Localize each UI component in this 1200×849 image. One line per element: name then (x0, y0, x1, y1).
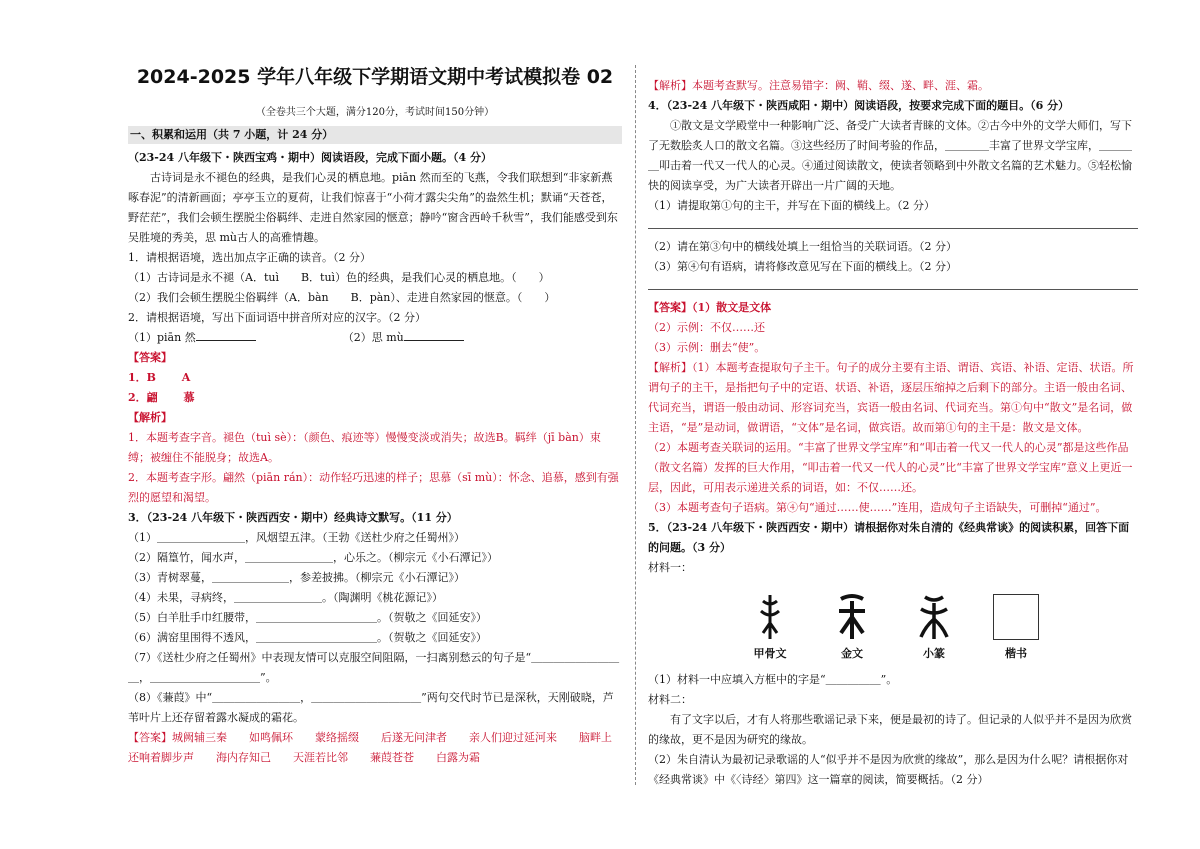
item-b: （2）思 mù (342, 331, 404, 344)
question-1-2: 2．请根据语境，写出下面词语中拼音所对应的汉字。（2 分） (128, 311, 426, 324)
question-3-heading: 3．（23-24 八年级下・陕西西安・期中）经典诗文默写。（11 分） (128, 511, 458, 524)
analysis-label: 【解析】 (128, 411, 172, 424)
question-3-5: （5）白羊肚手巾红腰带，＿＿＿＿＿＿＿＿＿＿＿。（贺敬之《回延安》） (128, 611, 487, 624)
blank (196, 328, 256, 341)
question-3-2: （2）隔篁竹，闻水声，＿＿＿＿＿＿＿＿，心乐之。（柳宗元《小石潭记》） (128, 551, 498, 564)
question-3-3: （3）青树翠蔓，＿＿＿＿＿＿＿，参差披拂。（柳宗元《小石潭记》） (128, 571, 465, 584)
question-3-1: （1）＿＿＿＿＿＿＿＿，风烟望五津。（王勃《送杜少府之任蜀州》） (128, 531, 465, 544)
question-4-1: （1）请提取第①句的主干，并写在下面的横线上。（2 分） (648, 199, 935, 212)
oracle-glyph (741, 590, 799, 644)
char-oracle (741, 590, 799, 664)
analysis-4-2: （2）本题考查关联词的运用。“丰富了世界文学宝库”和“叩击着一代又一代人的心灵”都是这些作品（散文名篇）发挥的巨大作用，“叩击着一代又一代人的心灵”比“丰富了世界文学宝库”意义上更近一层，因此，可用表示递进关系的词语，如：不仅……还。 (648, 441, 1133, 494)
question-4-heading: 4．（23-24 八年级下・陕西咸阳・期中）阅读语段，按要求完成下面的题目。（6 分） (648, 99, 1070, 112)
char-regular (987, 590, 1045, 664)
column-divider (635, 65, 636, 785)
question-1-1: 1．请根据语境，选出加点字正确的读音。（2 分） (128, 251, 371, 264)
exam-info: （全卷共三个大题，满分120分，考试时间150分钟） (255, 107, 495, 118)
answer-tag: 【答案】 (648, 301, 692, 314)
answer-4-1: （1）散文是文体 (692, 301, 772, 314)
answer-1: 1．B A (128, 371, 191, 384)
analysis-2: 2．本题考查字形。翩然（piān rán）：动作轻巧迅速的样子；思慕（sī mù）：怀念、追慕，感到有强烈的愿望和渴望。 (128, 471, 619, 504)
answer-3: 【答案】城阙辅三秦 如鸣佩环 蒙络摇缀 后遂无问津者 亲人们迎过延河来 脑畔上还响着脚步声 海内存知己 天涯若比邻 蒹葭苍苍 白露为霜 (128, 731, 612, 764)
analysis-4-1: 【解析】（1）本题考查提取句子主干。句子的成分主要有主语、谓语、宾语、补语、定语、状语。所谓句子的主干，是指把句子中的定语、状语、补语，逐层压缩掉之后剩下的部分。主语一般由名词、代词充当，谓语一般由动词、形容词充当，宾语一般由名词、代词充当。第①句中“散文”是名词，做主语，“是”是动词，做谓语，“文体”是名词，做宾语。故而第①句的主干是：散文是文体。 (648, 361, 1134, 434)
question-1-1b: （2）我们会顿生摆脱尘俗羁绊（A．bàn B．pàn）、走进自然家园的惬意。（ ） (128, 291, 556, 304)
label-bronze: 金文 (841, 647, 863, 660)
label-seal: 小篆 (923, 647, 945, 660)
material-2-label: 材料二： (648, 693, 692, 706)
passage-4: ①散文是文学殿堂中一种影响广泛、备受广大读者青睐的文体。②古今中外的文学大师们，写下了无数脍炙人口的散文名篇。③这些经历了时间考验的作品，＿＿＿＿丰富了世界文学宝库，＿＿＿＿叩击着一代又一代人的心灵。④通过阅读散文，使读者领略到中外散文名篇的艺术魅力。⑤轻松愉快的阅读享受，为广大读者开辟出一片广阔的天地。 (648, 119, 1132, 192)
answer-line (648, 216, 1138, 229)
analysis-4-3: （3）本题考查句子语病。第④句“通过……使……”连用，造成句子主语缺失，可删掉“通过”。 (648, 501, 1107, 514)
material-1-label: 材料一： (648, 561, 692, 574)
label-regular: 楷书 (1005, 647, 1027, 660)
answer-label: 【答案】 (128, 351, 172, 364)
question-3-8: （8）《蒹葭》中“＿＿＿＿＿＿＿＿，＿＿＿＿＿＿＿＿＿＿”两句交代时节已是深秋，天刚破晓，芦苇叶片上还存留着露水凝成的霜花。 (128, 691, 614, 724)
question-5-heading: 5．（23-24 八年级下・陕西西安・期中）请根据你对朱自清的《经典常谈》的阅读积累，回答下面的问题。（3 分） (648, 521, 1130, 554)
seal-glyph (905, 590, 963, 644)
answer-4-2: （2）示例：不仅……还 (648, 321, 765, 334)
character-evolution (648, 590, 1138, 664)
label-oracle: 甲骨文 (753, 647, 787, 660)
question-3-6: （6）满窑里围得不透风，＿＿＿＿＿＿＿＿＿＿＿。（贺敬之《回延安》） (128, 631, 487, 644)
right-column (648, 76, 1138, 790)
char-seal (905, 590, 963, 664)
answer-4-3: （3）示例：删去“使”。 (648, 341, 766, 354)
answer-2: 2．翩 慕 (128, 391, 195, 404)
page-title: 2024-2025 学年八年级下学期语文期中考试模拟卷 02 (136, 66, 614, 88)
section-heading: 一、积累和运用（共 7 小题，计 24 分） (128, 126, 622, 144)
question-3-4: （4）未果，寻病终，＿＿＿＿＿＿＿＿。（陶渊明《桃花源记》） (128, 591, 443, 604)
question-1-heading: （23-24 八年级下・陕西宝鸡・期中）阅读语段，完成下面小题。（4 分） (128, 151, 492, 164)
regular-box (987, 590, 1045, 644)
passage: 古诗词是永不褪色的经典，是我们心灵的栖息地。piān 然而至的飞燕，令我们联想到“非家新燕啄春泥”的清新画面；亭亭玉立的夏荷，让我们惊喜于“小荷才露尖尖角”的盎然生机；默诵“天苍苍，野茫茫”，我们会顿生摆脱尘俗羁绊、走进自然家园的惬意；静吟“窗含西岭千秋雪”，我们能感受到东吴胜境的秀美，思 mù古人的高雅情趣。 (128, 171, 618, 244)
left-column (128, 148, 622, 768)
question-5-2: （2）朱自清认为最初记录歌谣的人“似乎并不是因为欣赏的缘故”，那么是因为什么呢？请根据你对《经典常谈》中《〈诗经〉第四》这一篇章的阅读，简要概括。（2 分） (648, 753, 1129, 786)
bronze-glyph (823, 590, 881, 644)
answer-line (648, 277, 1138, 290)
item-a: （1）piān 然 (128, 331, 196, 344)
question-1-2-items (128, 328, 622, 348)
question-3-7: （7）《送杜少府之任蜀州》中表现友情可以克服空间阻隔，一扫离别愁云的句子是“＿＿＿＿＿＿＿＿＿，＿＿＿＿＿＿＿＿＿＿”。 (128, 651, 620, 684)
empty-box (993, 594, 1039, 640)
question-4-2: （2）请在第③句中的横线处填上一组恰当的关联词语。（2 分） (648, 240, 957, 253)
question-4-3: （3）第④句有语病，请将修改意见写在下面的横线上。（2 分） (648, 260, 957, 273)
blank (404, 328, 464, 341)
analysis-1: 1．本题考查字音。褪色（tuì sè）：（颜色、痕迹等）慢慢变淡或消失；故选B。羁绊（jī bàn）束缚；被缠住不能脱身；故选A。 (128, 431, 601, 464)
question-5-1: （1）材料一中应填入方框中的字是“＿＿＿＿＿”。 (648, 673, 898, 686)
answer-label (648, 298, 1138, 318)
analysis-top: 【解析】本题考查默写。注意易错字：阙、鞘、缀、遂、畔、涯、霜。 (648, 79, 989, 92)
char-bronze (823, 590, 881, 664)
material-2-text: 有了文字以后，才有人将那些歌谣记录下来，便是最初的诗了。但记录的人似乎并不是因为欣赏的缘故，更不是因为研究的缘故。 (648, 713, 1132, 746)
question-1-1a: （1）古诗词是永不褪（A．tuì B．tuì）色的经典，是我们心灵的栖息地。（ ） (128, 271, 550, 284)
